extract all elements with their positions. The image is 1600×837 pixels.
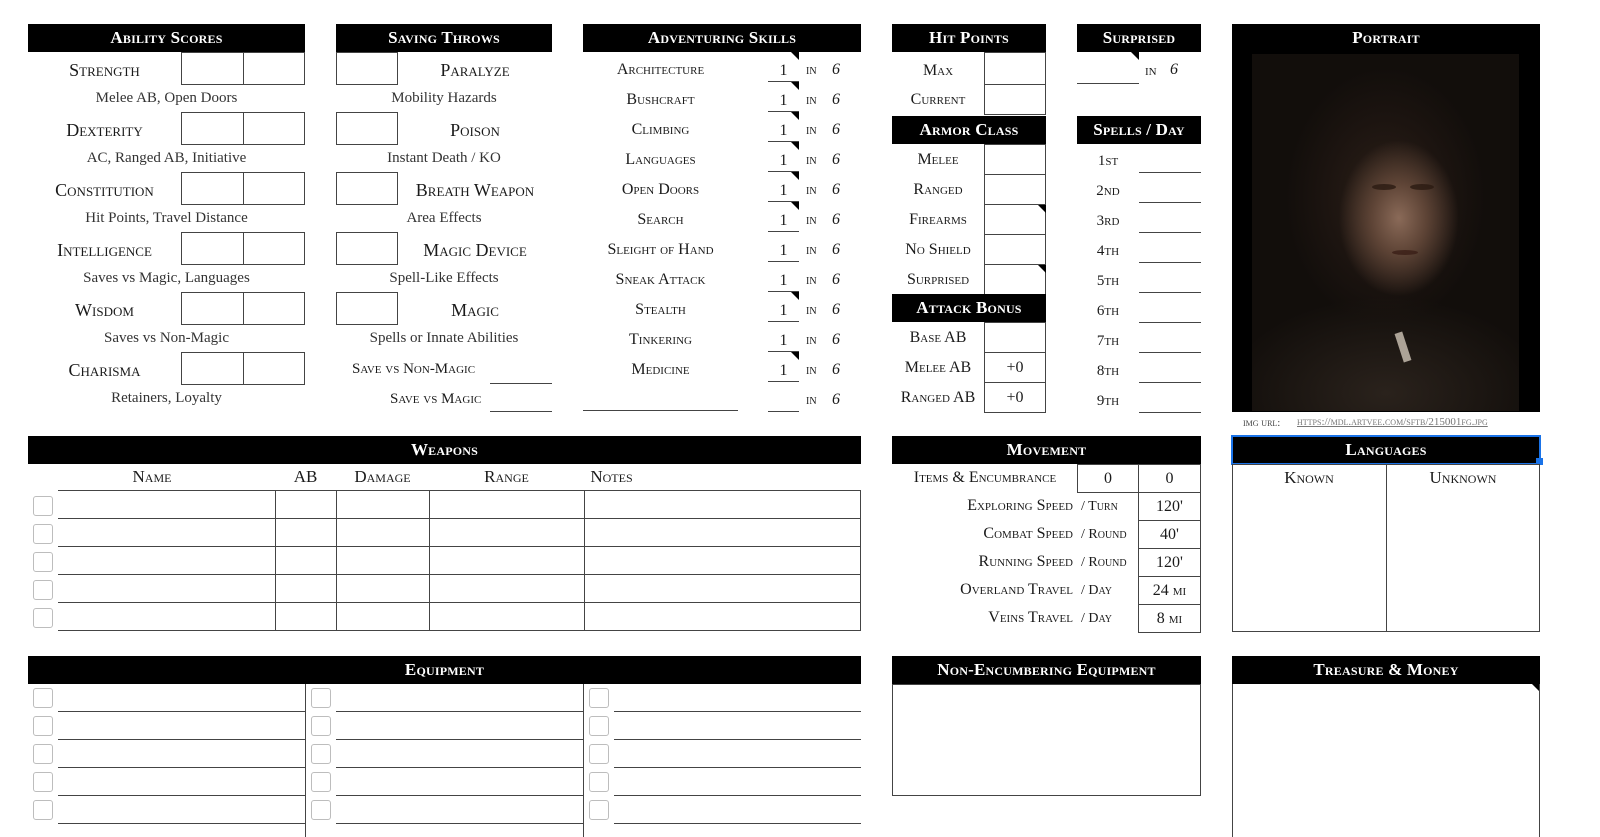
weapon-column-header: Name bbox=[132, 467, 172, 486]
armor-field[interactable] bbox=[984, 144, 1046, 175]
img-url-label bbox=[1243, 417, 1280, 429]
skill-name: Climbing bbox=[631, 121, 690, 138]
portrait-title: Portrait bbox=[1352, 28, 1420, 47]
skill-name: Sleight of Hand bbox=[607, 241, 714, 258]
ability-desc: Saves vs Magic, Languages bbox=[83, 270, 250, 286]
languages-known-label: Known bbox=[1284, 468, 1334, 487]
skill-of-value: 6 bbox=[832, 271, 840, 288]
skill-value-line bbox=[768, 231, 799, 232]
languages-header[interactable] bbox=[1232, 436, 1540, 464]
note-marker-icon bbox=[791, 352, 799, 360]
save-value-field[interactable] bbox=[336, 172, 398, 205]
skill-value-field[interactable]: 1 bbox=[779, 362, 788, 379]
skill-of-value: 6 bbox=[832, 331, 840, 348]
equipment-item-field[interactable] bbox=[614, 823, 861, 824]
weapon-cell[interactable] bbox=[584, 519, 861, 547]
weapon-column-header: Notes bbox=[590, 467, 633, 486]
save-name: Paralyze bbox=[440, 60, 510, 80]
skill-value-field[interactable]: 1 bbox=[779, 92, 788, 109]
weapon-cell[interactable] bbox=[584, 603, 861, 631]
ability-modifier-field[interactable] bbox=[243, 52, 305, 85]
skill-name: Architecture bbox=[616, 61, 705, 78]
ability-score-field[interactable] bbox=[181, 352, 244, 385]
movement-unit-label: / Day bbox=[1081, 583, 1113, 598]
equipment-header bbox=[28, 656, 861, 684]
movement-value: 40' bbox=[1160, 526, 1179, 543]
ability-name: Intelligence bbox=[57, 240, 152, 260]
skill-of-value: 6 bbox=[832, 301, 840, 318]
spell-level-label: 5th bbox=[1096, 273, 1120, 289]
movement-value: 120' bbox=[1156, 498, 1183, 515]
weapon-cell[interactable] bbox=[58, 547, 275, 575]
save-desc: Area Effects bbox=[406, 210, 482, 226]
equipment-checkbox[interactable] bbox=[589, 688, 609, 708]
weapon-cell[interactable] bbox=[429, 491, 584, 519]
movement-unit-label: / Round bbox=[1081, 555, 1127, 570]
weapon-cell[interactable] bbox=[58, 603, 275, 631]
skill-in-label: in bbox=[806, 333, 817, 348]
attack-field[interactable] bbox=[984, 322, 1046, 353]
save-vs-magic-field[interactable] bbox=[490, 411, 552, 412]
spell-slots-field[interactable] bbox=[1139, 262, 1201, 263]
armor-field[interactable] bbox=[984, 174, 1046, 205]
ability-name: Dexterity bbox=[66, 120, 143, 140]
weapon-cell[interactable] bbox=[275, 575, 336, 603]
equipment-checkbox[interactable] bbox=[33, 744, 53, 764]
movement-speed-label: Veins Travel bbox=[988, 609, 1073, 626]
armor-label: Ranged bbox=[913, 181, 963, 198]
equipment-item-field[interactable] bbox=[614, 795, 861, 796]
non-encumbering-header bbox=[892, 656, 1201, 684]
armor-field[interactable] bbox=[984, 204, 1046, 235]
weapon-cell[interactable] bbox=[58, 491, 275, 519]
ability-modifier-field[interactable] bbox=[243, 352, 305, 385]
attack-value: +0 bbox=[1006, 389, 1024, 406]
save-name: Poison bbox=[450, 120, 500, 140]
treasure-field[interactable] bbox=[1232, 684, 1540, 837]
skill-in-label: in bbox=[806, 243, 817, 258]
portrait-image[interactable] bbox=[1252, 54, 1519, 411]
treasure-title: Treasure & Money bbox=[1313, 660, 1459, 679]
save-value-field[interactable] bbox=[336, 112, 398, 145]
items-encumbrance-label: Items & Encumbrance bbox=[913, 469, 1057, 486]
saving-throws-title: Saving Throws bbox=[388, 28, 500, 47]
skill-name: Search bbox=[637, 211, 684, 228]
weapon-cell[interactable] bbox=[275, 519, 336, 547]
portrait-header bbox=[1232, 24, 1540, 52]
spell-slots-field[interactable] bbox=[1139, 382, 1201, 383]
equipment-item-field[interactable] bbox=[58, 767, 305, 768]
hit-points-title: Hit Points bbox=[929, 28, 1009, 47]
skill-of-value: 6 bbox=[832, 121, 840, 138]
equipment-checkbox[interactable] bbox=[33, 688, 53, 708]
img-url-link[interactable] bbox=[1297, 416, 1488, 428]
movement-speed-label: Combat Speed bbox=[983, 525, 1073, 542]
skill-value-field[interactable]: 1 bbox=[779, 272, 788, 289]
equipment-item-field[interactable] bbox=[58, 795, 305, 796]
weapon-checkbox[interactable] bbox=[33, 552, 53, 572]
surprised-in-label: in bbox=[1145, 63, 1157, 79]
hp-max-label: Max bbox=[922, 62, 954, 79]
spell-slots-field[interactable] bbox=[1139, 352, 1201, 353]
spell-level-label: 2nd bbox=[1096, 183, 1120, 199]
note-marker-icon bbox=[791, 292, 799, 300]
skill-value-line bbox=[768, 411, 799, 412]
note-marker-icon bbox=[791, 52, 799, 60]
weapon-cell[interactable] bbox=[58, 575, 275, 603]
skill-in-label: in bbox=[806, 273, 817, 288]
skill-value-line bbox=[768, 321, 799, 322]
ability-desc: Retainers, Loyalty bbox=[111, 390, 222, 406]
skill-in-label: in bbox=[806, 123, 817, 138]
skill-of-value: 6 bbox=[832, 241, 840, 258]
skill-of-value: 6 bbox=[832, 181, 840, 198]
languages-known-field[interactable] bbox=[1233, 492, 1385, 631]
save-vs-nonmagic-label: Save vs Non-Magic bbox=[352, 361, 476, 377]
skill-value-field[interactable]: 1 bbox=[779, 212, 788, 229]
surprised-title: Surprised bbox=[1102, 28, 1176, 47]
movement-value: 8 mi bbox=[1156, 610, 1183, 627]
equipment-title: Equipment bbox=[404, 660, 485, 679]
skill-of-value: 6 bbox=[832, 91, 840, 108]
note-marker-icon bbox=[791, 172, 799, 180]
skill-value-field[interactable]: 1 bbox=[779, 152, 788, 169]
skill-name: Bushcraft bbox=[626, 91, 695, 108]
equipment-item-field[interactable] bbox=[614, 711, 861, 712]
weapon-cell[interactable] bbox=[275, 491, 336, 519]
non-encumbering-title: Non-Encumbering Equipment bbox=[937, 660, 1156, 679]
equipment-checkbox[interactable] bbox=[33, 800, 53, 820]
equipment-checkbox[interactable] bbox=[589, 800, 609, 820]
movement-speed-label: Running Speed bbox=[978, 553, 1073, 570]
weapon-cell[interactable] bbox=[429, 603, 584, 631]
ability-scores-title: Ability Scores bbox=[110, 28, 223, 47]
skill-in-label: in bbox=[806, 63, 817, 78]
equipment-column-divider bbox=[583, 684, 584, 837]
attack-label: Melee AB bbox=[904, 359, 972, 376]
weapons-title: Weapons bbox=[410, 440, 479, 459]
equipment-checkbox[interactable] bbox=[311, 688, 331, 708]
non-encumbering-field[interactable] bbox=[892, 684, 1201, 796]
armor-class-title: Armor Class bbox=[919, 120, 1019, 139]
spell-level-label: 1st bbox=[1097, 153, 1119, 169]
equipment-item-field[interactable] bbox=[58, 711, 305, 712]
equipment-item-field[interactable] bbox=[614, 739, 861, 740]
skill-of-value: 6 bbox=[832, 61, 840, 78]
weapon-top-line bbox=[58, 490, 861, 491]
weapon-cell[interactable] bbox=[275, 547, 336, 575]
weapon-cell[interactable] bbox=[336, 547, 429, 575]
note-marker-icon bbox=[1131, 52, 1139, 60]
attack-label: Base AB bbox=[909, 329, 967, 346]
weapon-cell[interactable] bbox=[336, 491, 429, 519]
spell-level-label: 4th bbox=[1096, 243, 1120, 259]
portrait-collar-highlight bbox=[1395, 331, 1412, 362]
ability-desc: Hit Points, Travel Distance bbox=[85, 210, 248, 226]
armor-class-header bbox=[892, 116, 1046, 144]
skill-of-value: 6 bbox=[832, 361, 840, 378]
weapon-checkbox[interactable] bbox=[33, 580, 53, 600]
items-count-value: 0 bbox=[1104, 470, 1112, 487]
equipment-column-divider bbox=[305, 684, 306, 837]
ability-name: Wisdom bbox=[75, 300, 134, 320]
spells-per-day-header bbox=[1077, 116, 1201, 144]
attack-bonus-title: Attack Bonus bbox=[916, 298, 1022, 317]
ability-scores-header bbox=[28, 24, 305, 52]
img-url-label-text: img url: bbox=[1243, 417, 1281, 429]
save-desc: Spell-Like Effects bbox=[389, 270, 499, 286]
equipment-checkbox[interactable] bbox=[589, 772, 609, 792]
spell-level-label: 8th bbox=[1096, 363, 1120, 379]
ability-modifier-field[interactable] bbox=[243, 232, 305, 265]
movement-speed-label: Overland Travel bbox=[960, 581, 1073, 598]
spell-level-label: 9th bbox=[1096, 393, 1120, 409]
equipment-checkbox[interactable] bbox=[311, 744, 331, 764]
movement-unit-label: / Day bbox=[1081, 611, 1113, 626]
equipment-item-field[interactable] bbox=[336, 823, 583, 824]
skill-value-field[interactable]: 1 bbox=[779, 332, 788, 349]
spell-slots-field[interactable] bbox=[1139, 172, 1201, 173]
movement-title: Movement bbox=[1006, 440, 1087, 459]
movement-speed-label: Exploring Speed bbox=[967, 497, 1073, 514]
languages-title: Languages bbox=[1345, 440, 1427, 459]
save-vs-nonmagic-field[interactable] bbox=[490, 383, 552, 384]
skill-of-value: 6 bbox=[832, 391, 840, 408]
save-value-field[interactable] bbox=[336, 52, 398, 85]
weapons-header bbox=[28, 436, 861, 464]
skill-name: Stealth bbox=[635, 301, 686, 318]
skill-name: Open Doors bbox=[621, 181, 700, 198]
save-desc: Spells or Innate Abilities bbox=[369, 330, 519, 346]
skill-value-line bbox=[768, 261, 799, 262]
equipment-checkbox[interactable] bbox=[311, 716, 331, 736]
skill-value-field[interactable]: 1 bbox=[779, 62, 788, 79]
ability-name: Charisma bbox=[68, 360, 141, 380]
note-marker-icon bbox=[791, 112, 799, 120]
armor-label: Firearms bbox=[909, 211, 967, 228]
skill-of-value: 6 bbox=[832, 211, 840, 228]
skill-value-field[interactable]: 1 bbox=[779, 302, 788, 319]
spell-slots-field[interactable] bbox=[1139, 202, 1201, 203]
skill-value-line bbox=[768, 381, 799, 382]
img-url-link-text[interactable]: https://mdl.artvee.com/sftb/215001fg.jpg bbox=[1297, 416, 1488, 428]
note-marker-icon bbox=[791, 142, 799, 150]
armor-label: Surprised bbox=[906, 271, 970, 288]
movement-header bbox=[892, 436, 1201, 464]
surprised-field[interactable] bbox=[1077, 83, 1139, 84]
skill-of-value: 6 bbox=[832, 151, 840, 168]
skill-value-field[interactable]: 1 bbox=[779, 242, 788, 259]
armor-field[interactable] bbox=[984, 264, 1046, 295]
weapon-cell[interactable] bbox=[429, 519, 584, 547]
ability-desc: AC, Ranged AB, Initiative bbox=[86, 150, 247, 166]
save-desc: Instant Death / KO bbox=[387, 150, 501, 166]
skill-in-label: in bbox=[806, 393, 817, 408]
skill-custom-name-field[interactable] bbox=[583, 410, 738, 411]
equipment-checkbox[interactable] bbox=[589, 716, 609, 736]
weapon-cell[interactable] bbox=[584, 491, 861, 519]
note-marker-icon bbox=[791, 82, 799, 90]
equipment-checkbox[interactable] bbox=[33, 716, 53, 736]
ability-name: Constitution bbox=[55, 180, 154, 200]
saving-throws-header bbox=[336, 24, 552, 52]
save-vs-magic-label: Save vs Magic bbox=[390, 391, 482, 407]
save-name: Magic Device bbox=[423, 240, 527, 260]
weapon-column-header: Range bbox=[484, 467, 529, 486]
ability-modifier-field[interactable] bbox=[243, 172, 305, 205]
weapon-checkbox[interactable] bbox=[33, 496, 53, 516]
equipment-checkbox[interactable] bbox=[33, 772, 53, 792]
equipment-item-field[interactable] bbox=[336, 711, 583, 712]
armor-label: Melee bbox=[917, 151, 959, 168]
equipment-item-field[interactable] bbox=[614, 767, 861, 768]
ability-score-field[interactable] bbox=[181, 52, 244, 85]
movement-value: 120' bbox=[1156, 554, 1183, 571]
skill-name: Medicine bbox=[631, 361, 690, 378]
surprised-of-value: 6 bbox=[1170, 61, 1178, 78]
spell-level-label: 6th bbox=[1096, 303, 1120, 319]
armor-field[interactable] bbox=[984, 234, 1046, 265]
weapon-cell[interactable] bbox=[429, 575, 584, 603]
weapon-column-header: Damage bbox=[354, 467, 411, 486]
ability-desc: Saves vs Non-Magic bbox=[104, 330, 229, 346]
attack-value: +0 bbox=[1006, 359, 1024, 376]
equipment-checkbox[interactable] bbox=[311, 772, 331, 792]
weapon-cell[interactable] bbox=[336, 519, 429, 547]
attack-label: Ranged AB bbox=[900, 389, 976, 406]
equipment-item-field[interactable] bbox=[336, 795, 583, 796]
equipment-item-field[interactable] bbox=[58, 739, 305, 740]
weapon-checkbox[interactable] bbox=[33, 608, 53, 628]
ability-name: Strength bbox=[69, 60, 140, 80]
spell-level-label: 7th bbox=[1096, 333, 1120, 349]
save-value-field[interactable] bbox=[336, 232, 398, 265]
ability-desc: Melee AB, Open Doors bbox=[95, 90, 238, 106]
weapon-cell[interactable] bbox=[429, 547, 584, 575]
spell-slots-field[interactable] bbox=[1139, 232, 1201, 233]
hp-current-label: Current bbox=[910, 91, 966, 108]
weapon-cell[interactable] bbox=[584, 547, 861, 575]
skill-value-field[interactable]: 1 bbox=[779, 182, 788, 199]
movement-value: 24 mi bbox=[1152, 582, 1187, 599]
languages-unknown-label: Unknown bbox=[1429, 468, 1497, 487]
ability-score-field[interactable] bbox=[181, 232, 244, 265]
spell-level-label: 3rd bbox=[1096, 213, 1120, 229]
weapon-cell[interactable] bbox=[336, 575, 429, 603]
surprised-header bbox=[1077, 24, 1201, 52]
weapon-column-header: AB bbox=[293, 467, 318, 486]
skill-name: Sneak Attack bbox=[615, 271, 706, 288]
movement-unit-label: / Turn bbox=[1081, 499, 1118, 514]
hp-max-field[interactable] bbox=[984, 52, 1046, 85]
ability-modifier-field[interactable] bbox=[243, 112, 305, 145]
skill-value-field[interactable]: 1 bbox=[779, 122, 788, 139]
save-name: Magic bbox=[451, 300, 499, 320]
skill-in-label: in bbox=[806, 303, 817, 318]
note-marker-icon bbox=[1038, 205, 1046, 213]
equipment-checkbox[interactable] bbox=[589, 744, 609, 764]
ability-score-field[interactable] bbox=[181, 112, 244, 145]
weapon-cell[interactable] bbox=[336, 603, 429, 631]
spells-per-day-title: Spells / Day bbox=[1093, 120, 1185, 139]
adventuring-skills-header bbox=[583, 24, 861, 52]
note-marker-icon bbox=[791, 202, 799, 210]
treasure-header bbox=[1232, 656, 1540, 684]
armor-label: No Shield bbox=[905, 241, 971, 258]
weapon-cell[interactable] bbox=[584, 575, 861, 603]
languages-unknown-field[interactable] bbox=[1387, 492, 1539, 631]
equipment-item-field[interactable] bbox=[336, 739, 583, 740]
attack-bonus-header bbox=[892, 294, 1046, 322]
skill-in-label: in bbox=[806, 213, 817, 228]
encumbrance-value: 0 bbox=[1165, 470, 1174, 487]
save-value-field[interactable] bbox=[336, 292, 398, 325]
skill-name: Tinkering bbox=[629, 331, 692, 348]
skill-in-label: in bbox=[806, 93, 817, 108]
portrait-eye-right bbox=[1410, 184, 1434, 190]
hp-current-field[interactable] bbox=[984, 84, 1046, 115]
save-desc: Mobility Hazards bbox=[391, 90, 497, 106]
spell-slots-field[interactable] bbox=[1139, 292, 1201, 293]
equipment-item-field[interactable] bbox=[336, 767, 583, 768]
equipment-checkbox[interactable] bbox=[311, 800, 331, 820]
weapon-cell[interactable] bbox=[275, 603, 336, 631]
weapon-cell[interactable] bbox=[58, 519, 275, 547]
portrait-mouth bbox=[1392, 250, 1418, 255]
ability-score-field[interactable] bbox=[181, 292, 244, 325]
movement-unit-label: / Round bbox=[1081, 527, 1127, 542]
skill-name: Languages bbox=[625, 151, 696, 168]
save-name: Breath Weapon bbox=[415, 180, 535, 200]
skill-in-label: in bbox=[806, 153, 817, 168]
skill-in-label: in bbox=[806, 363, 817, 378]
spell-slots-field[interactable] bbox=[1139, 412, 1201, 413]
equipment-item-field[interactable] bbox=[58, 823, 305, 824]
adventuring-skills-title: Adventuring Skills bbox=[647, 28, 797, 47]
skill-in-label: in bbox=[806, 183, 817, 198]
weapon-checkbox[interactable] bbox=[33, 524, 53, 544]
ability-score-field[interactable] bbox=[181, 172, 244, 205]
ability-modifier-field[interactable] bbox=[243, 292, 305, 325]
portrait-eye-left bbox=[1372, 184, 1396, 190]
spell-slots-field[interactable] bbox=[1139, 322, 1201, 323]
note-marker-icon bbox=[1038, 265, 1046, 273]
hit-points-header bbox=[892, 24, 1046, 52]
